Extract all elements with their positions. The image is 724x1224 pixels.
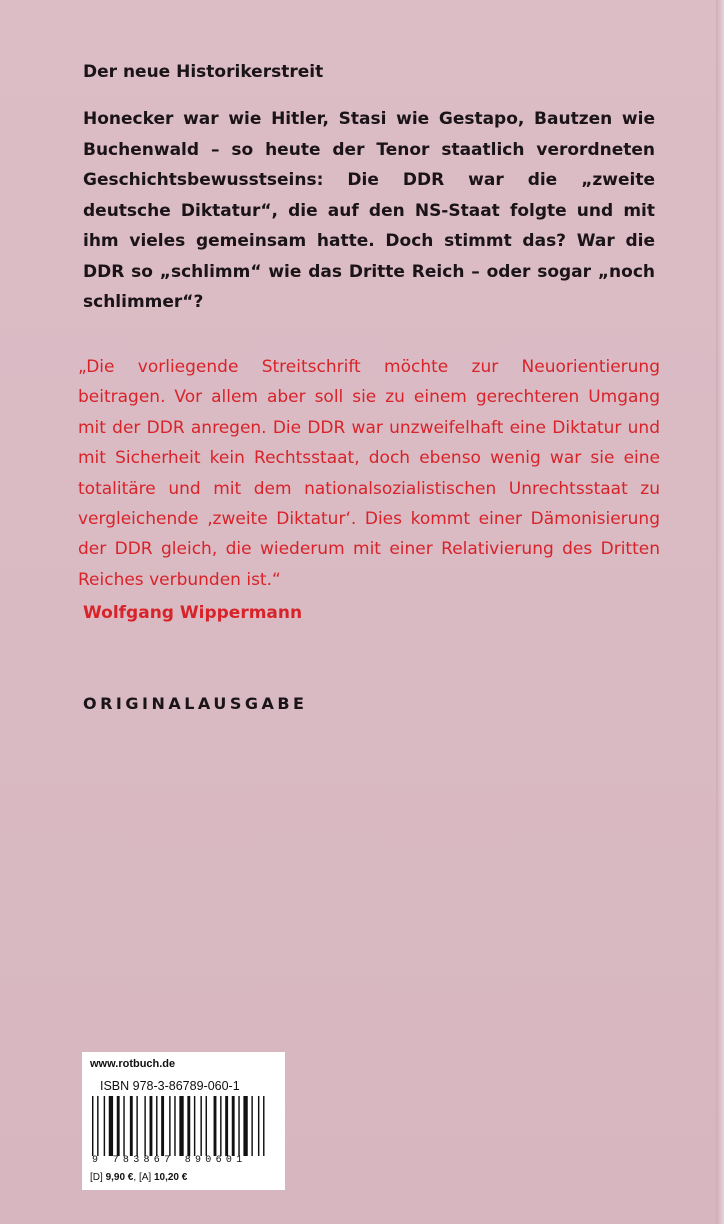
- publisher-url: www.rotbuch.de: [90, 1058, 176, 1070]
- cover-edge: [716, 0, 724, 1224]
- barcode-panel: [82, 1052, 285, 1190]
- barcode-digits: 9 783867 890601: [92, 1155, 247, 1166]
- isbn-text: ISBN 978-3-86789-060-1: [100, 1079, 240, 1093]
- intro-paragraph: Honecker war wie Hitler, Stasi wie Gestapo, Bautzen wie Buchenwald – so heute der Tenor staatlich verordneten Geschichtsbewusstseins: Die DDR war die „zweite deutsche Diktatur“, die auf den NS-Staat folgte und mit ihm vieles gemeinsam hatte. Doch stimmt das? War die DDR so „schlimm“ wie das Dritte Reich – oder sogar „noch schlimmer“?: [83, 109, 655, 312]
- quote-paragraph: „Die vorliegende Streitschrift möchte zur Neuorientierung beitragen. Vor allem aber soll sie zu einem gerechteren Umgang mit der DDR anregen. Die DDR war unzweifelhaft eine Diktatur und mit Sicherheit kein Rechtsstaat, doch ebenso wenig war sie eine totalitäre und mit dem nationalsozialistischen Unrechtsstaat zu vergleichende ‚zweite Diktatur‘. Dies kommt einer Dämonisierung der DDR gleich, die wiederum mit einer Relativierung des Dritten Reiches verbunden ist.“: [78, 357, 660, 590]
- price-a: 10,20 €: [153, 1172, 188, 1183]
- edition-label: ORIGINALAUSGABE: [83, 694, 308, 713]
- price-d-label: [D]: [90, 1172, 103, 1183]
- quote-author: Wolfgang Wippermann: [83, 603, 303, 623]
- price-a-label: [A]: [138, 1172, 152, 1183]
- price-d: 9,90 €: [105, 1172, 134, 1183]
- section-heading: Der neue Historikerstreit: [83, 62, 324, 82]
- price-line: [D] 9,90 €, [A] 10,20 €: [90, 1172, 188, 1183]
- barcode-icon: [92, 1096, 278, 1156]
